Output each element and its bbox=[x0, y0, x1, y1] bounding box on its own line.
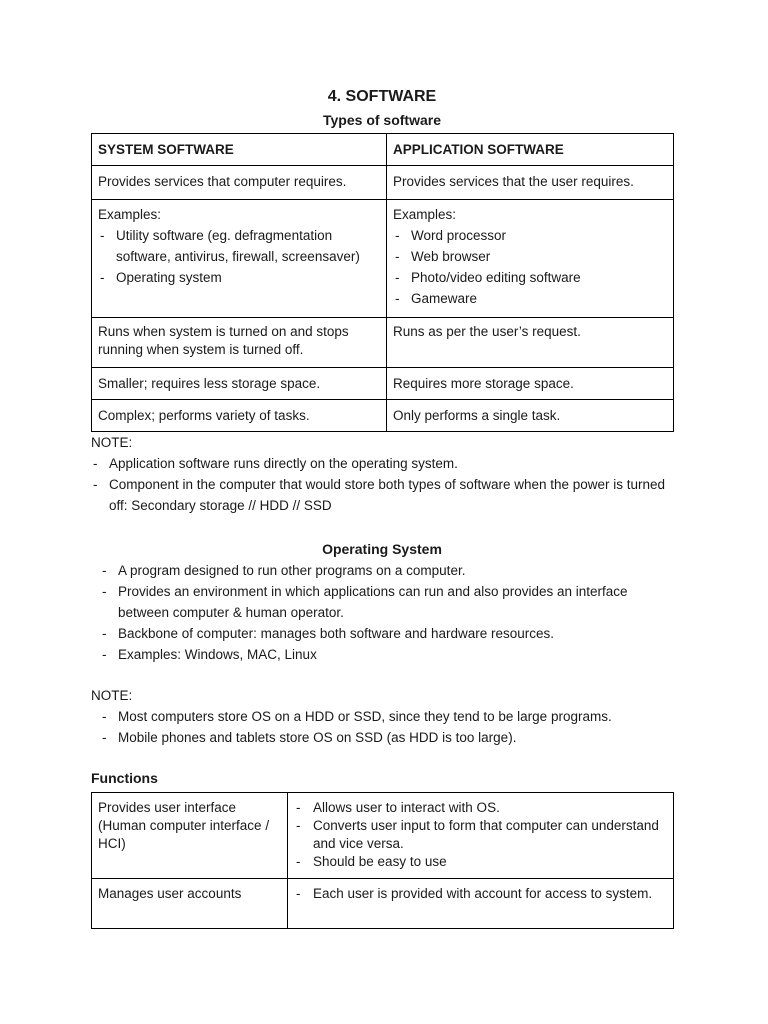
list-item: - Web browser bbox=[393, 246, 667, 267]
list-item: - Photo/video editing software bbox=[393, 267, 667, 288]
list-item: - Allows user to interact with OS. bbox=[294, 799, 667, 817]
page-title: 4. SOFTWARE bbox=[327, 88, 437, 105]
function-points-list bbox=[294, 885, 667, 903]
spacer bbox=[91, 665, 673, 685]
table-cell bbox=[92, 200, 387, 318]
list-item: - A program designed to run other programs on a computer. bbox=[100, 560, 673, 581]
table-cell: Provides user interface (Human computer interface / HCI) bbox=[92, 793, 288, 879]
page-subtitle: Types of software bbox=[323, 112, 441, 128]
list-item: - Word processor bbox=[393, 225, 667, 246]
note-software bbox=[91, 432, 673, 516]
system-examples-list bbox=[98, 225, 380, 288]
os-list bbox=[91, 560, 673, 665]
note-os bbox=[91, 685, 673, 748]
table-cell bbox=[387, 200, 674, 318]
list-item: - Utility software (eg. defragmentation software, antivirus, firewall, screensaver) bbox=[98, 225, 380, 267]
list-item: - Operating system bbox=[98, 267, 380, 288]
table-cell: Manages user accounts bbox=[92, 879, 288, 929]
table-row bbox=[92, 134, 674, 166]
list-item: - Converts user input to form that computer can understand and vice versa. bbox=[294, 817, 667, 853]
table-cell: Complex; performs variety of tasks. bbox=[92, 400, 387, 432]
table-cell: Only performs a single task. bbox=[387, 400, 674, 432]
document-page bbox=[91, 86, 673, 929]
functions-heading: Functions bbox=[91, 770, 158, 786]
list-item: - Examples: Windows, MAC, Linux bbox=[100, 644, 673, 665]
table-row bbox=[92, 879, 674, 929]
application-examples-list bbox=[393, 225, 667, 309]
table-row bbox=[92, 793, 674, 879]
list-item: - Each user is provided with account for access to system. bbox=[294, 885, 667, 903]
list-item: - Most computers store OS on a HDD or SSD, since they tend to be large programs. bbox=[100, 706, 673, 727]
software-types-table bbox=[91, 133, 674, 432]
table-cell bbox=[288, 879, 674, 929]
examples-label: Examples: bbox=[393, 207, 457, 222]
note-label: NOTE: bbox=[91, 688, 133, 703]
table-cell: Provides services that the user requires. bbox=[387, 166, 674, 200]
section-title-operating-system: Operating System bbox=[322, 541, 442, 557]
list-item: - Provides an environment in which applications can run and also provides an interface between computer & human operator. bbox=[100, 581, 673, 623]
note-label: NOTE: bbox=[91, 435, 133, 450]
table-cell: Runs as per the user’s request. bbox=[387, 318, 674, 368]
table-row bbox=[92, 368, 674, 400]
table-cell: Smaller; requires less storage space. bbox=[92, 368, 387, 400]
note-list bbox=[91, 706, 673, 748]
note-list bbox=[91, 453, 673, 516]
table-row bbox=[92, 200, 674, 318]
list-item: - Should be easy to use bbox=[294, 853, 667, 871]
table-row bbox=[92, 318, 674, 368]
table-cell bbox=[288, 793, 674, 879]
list-item: - Gameware bbox=[393, 288, 667, 309]
function-points-list bbox=[294, 799, 667, 871]
list-item: - Backbone of computer: manages both software and hardware resources. bbox=[100, 623, 673, 644]
table-cell: Provides services that computer requires. bbox=[92, 166, 387, 200]
table-row bbox=[92, 400, 674, 432]
examples-label: Examples: bbox=[98, 207, 162, 222]
table-header-cell: APPLICATION SOFTWARE bbox=[387, 134, 674, 166]
list-item: - Mobile phones and tablets store OS on SSD (as HDD is too large). bbox=[100, 727, 673, 748]
list-item: - Application software runs directly on the operating system. bbox=[91, 453, 673, 474]
table-header-cell: SYSTEM SOFTWARE bbox=[92, 134, 387, 166]
functions-table bbox=[91, 792, 674, 929]
table-cell: Requires more storage space. bbox=[387, 368, 674, 400]
table-cell: Runs when system is turned on and stops running when system is turned off. bbox=[92, 318, 387, 368]
list-item: - Component in the computer that would store both types of software when the power is turned off: Secondary storage // HDD // SSD bbox=[91, 474, 673, 516]
table-row bbox=[92, 166, 674, 200]
